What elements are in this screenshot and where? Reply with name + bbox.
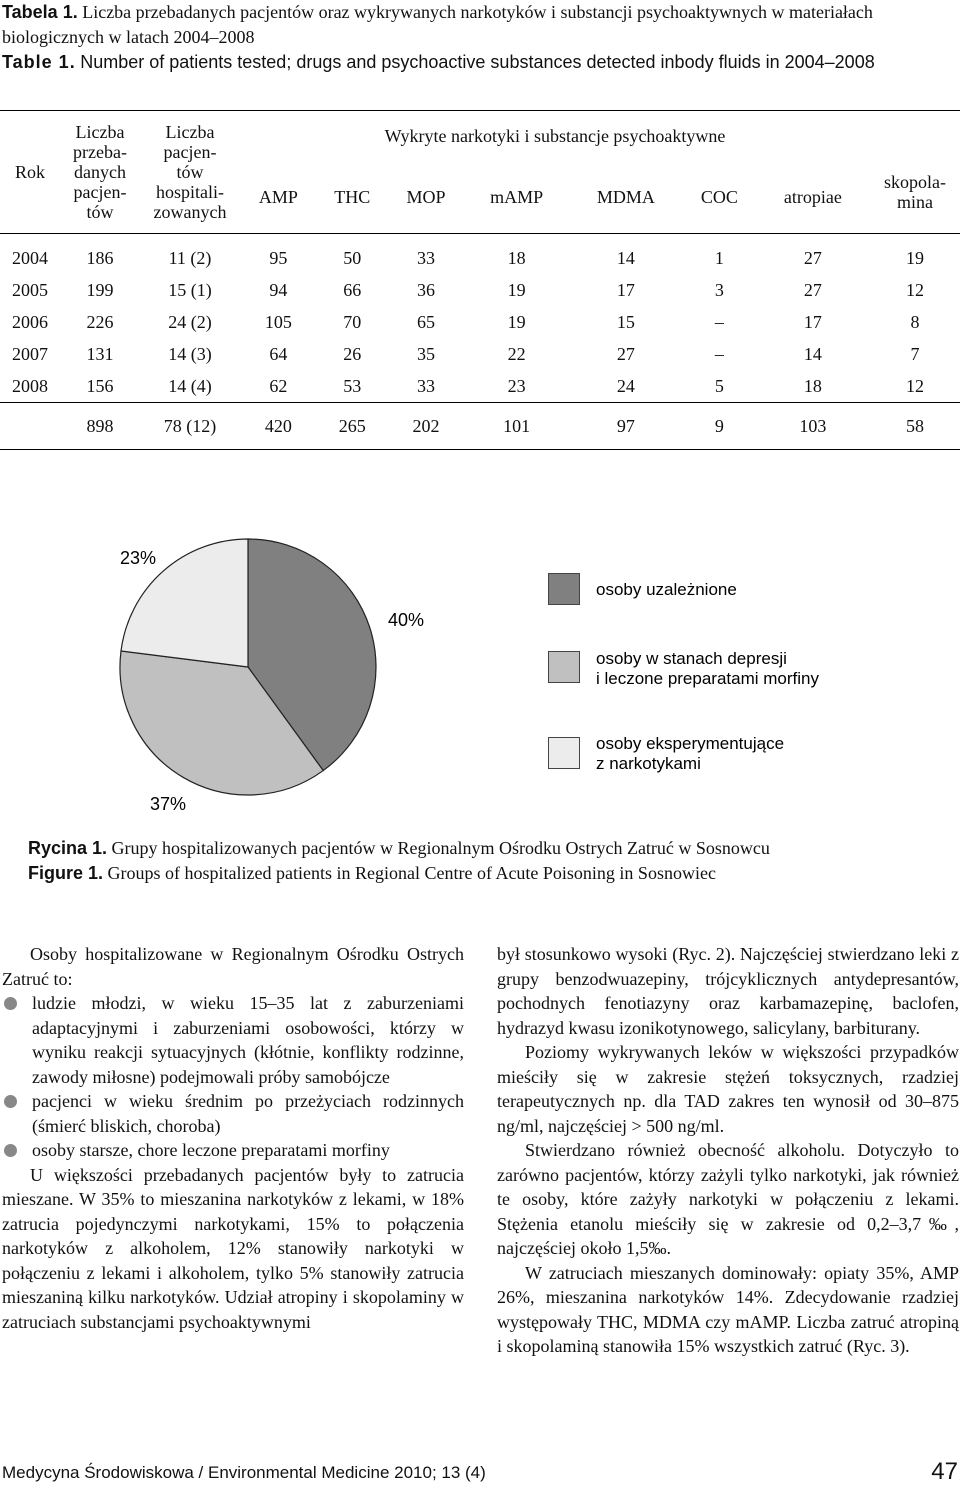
value-cell: 27 [803,247,822,268]
value-cell: 15 (1) [168,279,212,300]
value-cell: 17 [803,311,822,332]
bullet-text: osoby starsze, chore leczone preparatami morfiny [32,1140,390,1160]
header-hospitalized [140,111,240,234]
value-cell: 14 [803,343,822,364]
bullet-text: pacjenci w wieku średnim po przeżyciach rodzinnych (śmierć bliskich, choroba) [32,1091,464,1136]
value-cell: 14 (3) [168,343,212,364]
table-body [0,234,960,403]
figure-caption-en-label: Figure 1. [28,863,104,883]
bullet-item [2,1089,464,1138]
table-row [0,234,960,275]
header-skopolamina [870,111,960,234]
bullet-dot-icon [4,1144,17,1157]
legend-swatch-depressed [548,651,580,683]
header-rok: Rok [0,111,60,234]
total-cell: 898 [60,403,140,450]
legend-item-addicted [596,580,737,600]
value-cell: 62 [269,375,288,396]
header-hospitalized-line: hospitali- [156,182,224,202]
header-hospitalized-line: Liczba [165,122,215,142]
header-tested [60,111,140,234]
value-cell: 18 [803,375,822,396]
table-caption-pl-text: Liczba przebadanych pacjentów oraz wykrywanych narkotyków i substancji psychoaktywnych w materiałach biologicznych w latach 2004–2008 [2,2,873,47]
value-cell: 18 [507,247,526,268]
value-cell: 19 [906,247,924,268]
legend-text-line: osoby w stanach depresji [596,649,787,668]
value-cell: 35 [417,343,436,364]
value-cell: 53 [343,375,362,396]
journal-footer: Medycyna Środowiskowa / Environmental Medicine 2010; 13 (4) [2,1463,486,1482]
table-caption-en-label: Table 1. [2,52,76,72]
total-cell: 58 [870,403,960,450]
legend-swatch-experimenting [548,737,580,769]
value-cell: 65 [417,311,436,332]
bullet-dot-icon [4,1095,17,1108]
legend-text-line: i leczone preparatami morfiny [596,669,819,688]
total-row [0,403,960,450]
table-caption-en [2,50,958,75]
total-cell: 9 [683,403,756,450]
right-column [497,942,959,1359]
header-drug: THC [334,187,371,207]
total-cell: 78 (12) [140,403,240,450]
value-cell: 12 [906,279,924,300]
right-paragraph-3: Stwierdzano również obecność alkoholu. Dotyczyło to zarówno pacjentów, którzy zażyli tylko narkotyki, jak również te osoby, które zażyły narkotyki w połączeniu z lekami. Stężenia etanolu mieściły się w zakresie od 0,2–3,7‰, najczęściej około 1,5‰. [497,1140,959,1258]
value-cell: 186 [86,247,114,268]
header-tested-line: danych [74,162,126,182]
pie-chart [0,535,960,865]
value-cell: 156 [86,375,114,396]
value-cell: 17 [616,279,635,300]
value-cell: 27 [803,279,822,300]
right-paragraph-2: Poziomy wykrywanych leków w większości przypadków mieściły się w zakresie stężeń toksycznych, rzadziej terapeutycznych np. dla TAD zakres ten wynosił od 30–875 ng/ml, najczęściej > 500 ng/ml. [497,1042,959,1136]
left-intro: Osoby hospitalizowane w Regionalnym Ośrodku Ostrych Zatruć to: [2,944,464,989]
header-skopolamina-line: mina [897,192,933,212]
value-cell: 12 [906,375,924,396]
value-cell: 199 [86,279,114,300]
header-tested-line: pacjen- [73,182,127,202]
header-drug: MOP [406,187,446,207]
value-cell: 11 (2) [168,247,212,268]
year-cell: 2005 [12,279,48,300]
value-cell: 19 [507,311,526,332]
value-cell: 105 [264,311,292,332]
header-drug: mAMP [490,187,544,207]
legend-text-line: osoby uzależnione [596,580,737,599]
left-paragraph: U większości przebadanych pacjentów były to zatrucia mieszane. W 35% to mieszanina narkotyków z lekami, w 18% zatrucia pojedynczymi narkotykami, 15% to połączenia narkotyków z alkoholem, 12% stanowiły narkotyki w połączeniu z lekami i alkoholem, tylko 5% stanowiły zatrucia mieszaniną kilku narkotyków. Udział atropiny i skopolaminy w zatruciach substancjami psychoaktywnymi [2,1164,464,1332]
value-cell: 19 [507,279,526,300]
total-cell [0,403,60,450]
value-cell: 33 [417,375,436,396]
value-cell: 14 (4) [168,375,212,396]
value-cell: 14 [616,247,635,268]
header-drug: AMP [258,187,298,207]
page-number: 47 [931,1458,958,1485]
legend-text-line: z narkotykami [596,754,701,773]
value-cell: 5 [714,375,724,396]
right-paragraph-1: był stosunkowo wysoki (Ryc. 2). Najczęściej stwierdzano leki z grupy benzodwuazepiny, trójcyklicznych antydepresantów, pochodnych fenotiazyny oraz karbamazepinę, baclofen, hydrazyd kwasu izonikotynowego, salicylany, barbiturany. [497,944,959,1038]
header-group: Wykryte narkotyki i substancje psychoaktywne [384,126,726,146]
value-cell: 24 (2) [168,311,212,332]
legend-text-line: osoby eksperymentujące [596,734,785,753]
table-caption [2,0,958,75]
table-caption-pl [2,0,958,50]
table-row [0,370,960,403]
value-cell: 26 [343,343,362,364]
table-row [0,274,960,306]
data-table [0,110,960,450]
value-cell: 22 [507,343,526,364]
header-hospitalized-line: tów [176,162,204,182]
slice-label-depressed: 37% [150,794,187,814]
year-cell: 2007 [12,343,48,364]
header-drug: MDMA [596,187,655,207]
figure-caption-en-text: Groups of hospitalized patients in Regional Centre of Acute Poisoning in Sosnowiec [107,863,716,883]
value-cell: 226 [86,311,114,332]
value-cell: 33 [417,247,436,268]
table-row [0,338,960,370]
figure-caption-en [28,860,716,886]
value-cell: 131 [86,343,114,364]
bullet-item [2,1138,464,1163]
total-cell: 97 [569,403,683,450]
slice-label-addicted: 40% [388,610,425,630]
right-paragraph-4: W zatruciach mieszanych dominowały: opiaty 35%, AMP 26%, mieszanina narkotyków 14%. Zdecydowanie rzadziej występowały THC, MDMA czy mAMP. Liczba zatruć atropiną i skopolaminą stanowiła 15% wszystkich zatruć (Ryc. 3). [497,1262,959,1356]
value-cell: 1 [714,247,724,268]
total-cell: 101 [464,403,568,450]
value-cell: 94 [269,279,288,300]
figure-caption-pl [28,835,770,861]
total-cell: 420 [240,403,317,450]
value-cell: – [714,343,724,364]
total-cell: 265 [317,403,388,450]
header-tested-line: przeba- [73,142,127,162]
value-cell: 24 [616,375,635,396]
value-cell: – [714,311,724,332]
header-hospitalized-line: pacjen- [163,142,217,162]
year-cell: 2004 [12,247,48,268]
value-cell: 27 [616,343,635,364]
legend-swatch-addicted [548,573,580,605]
total-cell: 103 [756,403,870,450]
legend-item-experimenting [596,734,784,774]
left-column [2,942,464,1334]
value-cell: 70 [343,311,362,332]
figure-caption-pl-text: Grupy hospitalizowanych pacjentów w Regionalnym Ośrodku Ostrych Zatruć w Sosnowcu [111,838,770,858]
value-cell: 3 [714,279,724,300]
table-caption-en-text: Number of patients tested; drugs and psychoactive substances detected inbody fluids in 2004–2008 [80,52,875,72]
bullet-text: ludzie młodzi, w wieku 15–35 lat z zaburzeniami adaptacyjnymi i zaburzeniami osobowości, którzy w wyniku reakcji sytuacyjnych (kłótnie, konflikty rodzinne, zawody miłosne) podejmowali próby samobójcze [32,993,464,1087]
year-cell: 2008 [12,375,48,396]
value-cell: 50 [343,247,362,268]
bullet-dot-icon [4,997,17,1010]
year-cell: 2006 [12,311,48,332]
header-drug: COC [700,187,738,207]
header-skopolamina-line: skopola- [884,172,946,192]
header-drug: atropiae [783,187,842,207]
value-cell: 23 [507,375,526,396]
value-cell: 7 [910,343,920,364]
table-caption-pl-label: Tabela 1. [2,2,78,22]
table-row [0,306,960,338]
value-cell: 15 [616,311,635,332]
slice-label-experimenting: 23% [120,548,157,568]
value-cell: 8 [910,311,920,332]
header-tested-line: tów [86,202,114,222]
value-cell: 95 [269,247,288,268]
figure-caption-pl-label: Rycina 1. [28,838,108,858]
header-hospitalized-line: zowanych [153,202,227,222]
bullet-item [2,991,464,1089]
value-cell: 66 [343,279,362,300]
value-cell: 36 [417,279,436,300]
header-tested-line: Liczba [75,122,125,142]
value-cell: 64 [269,343,288,364]
total-cell: 202 [388,403,465,450]
legend-item-depressed [596,649,819,689]
